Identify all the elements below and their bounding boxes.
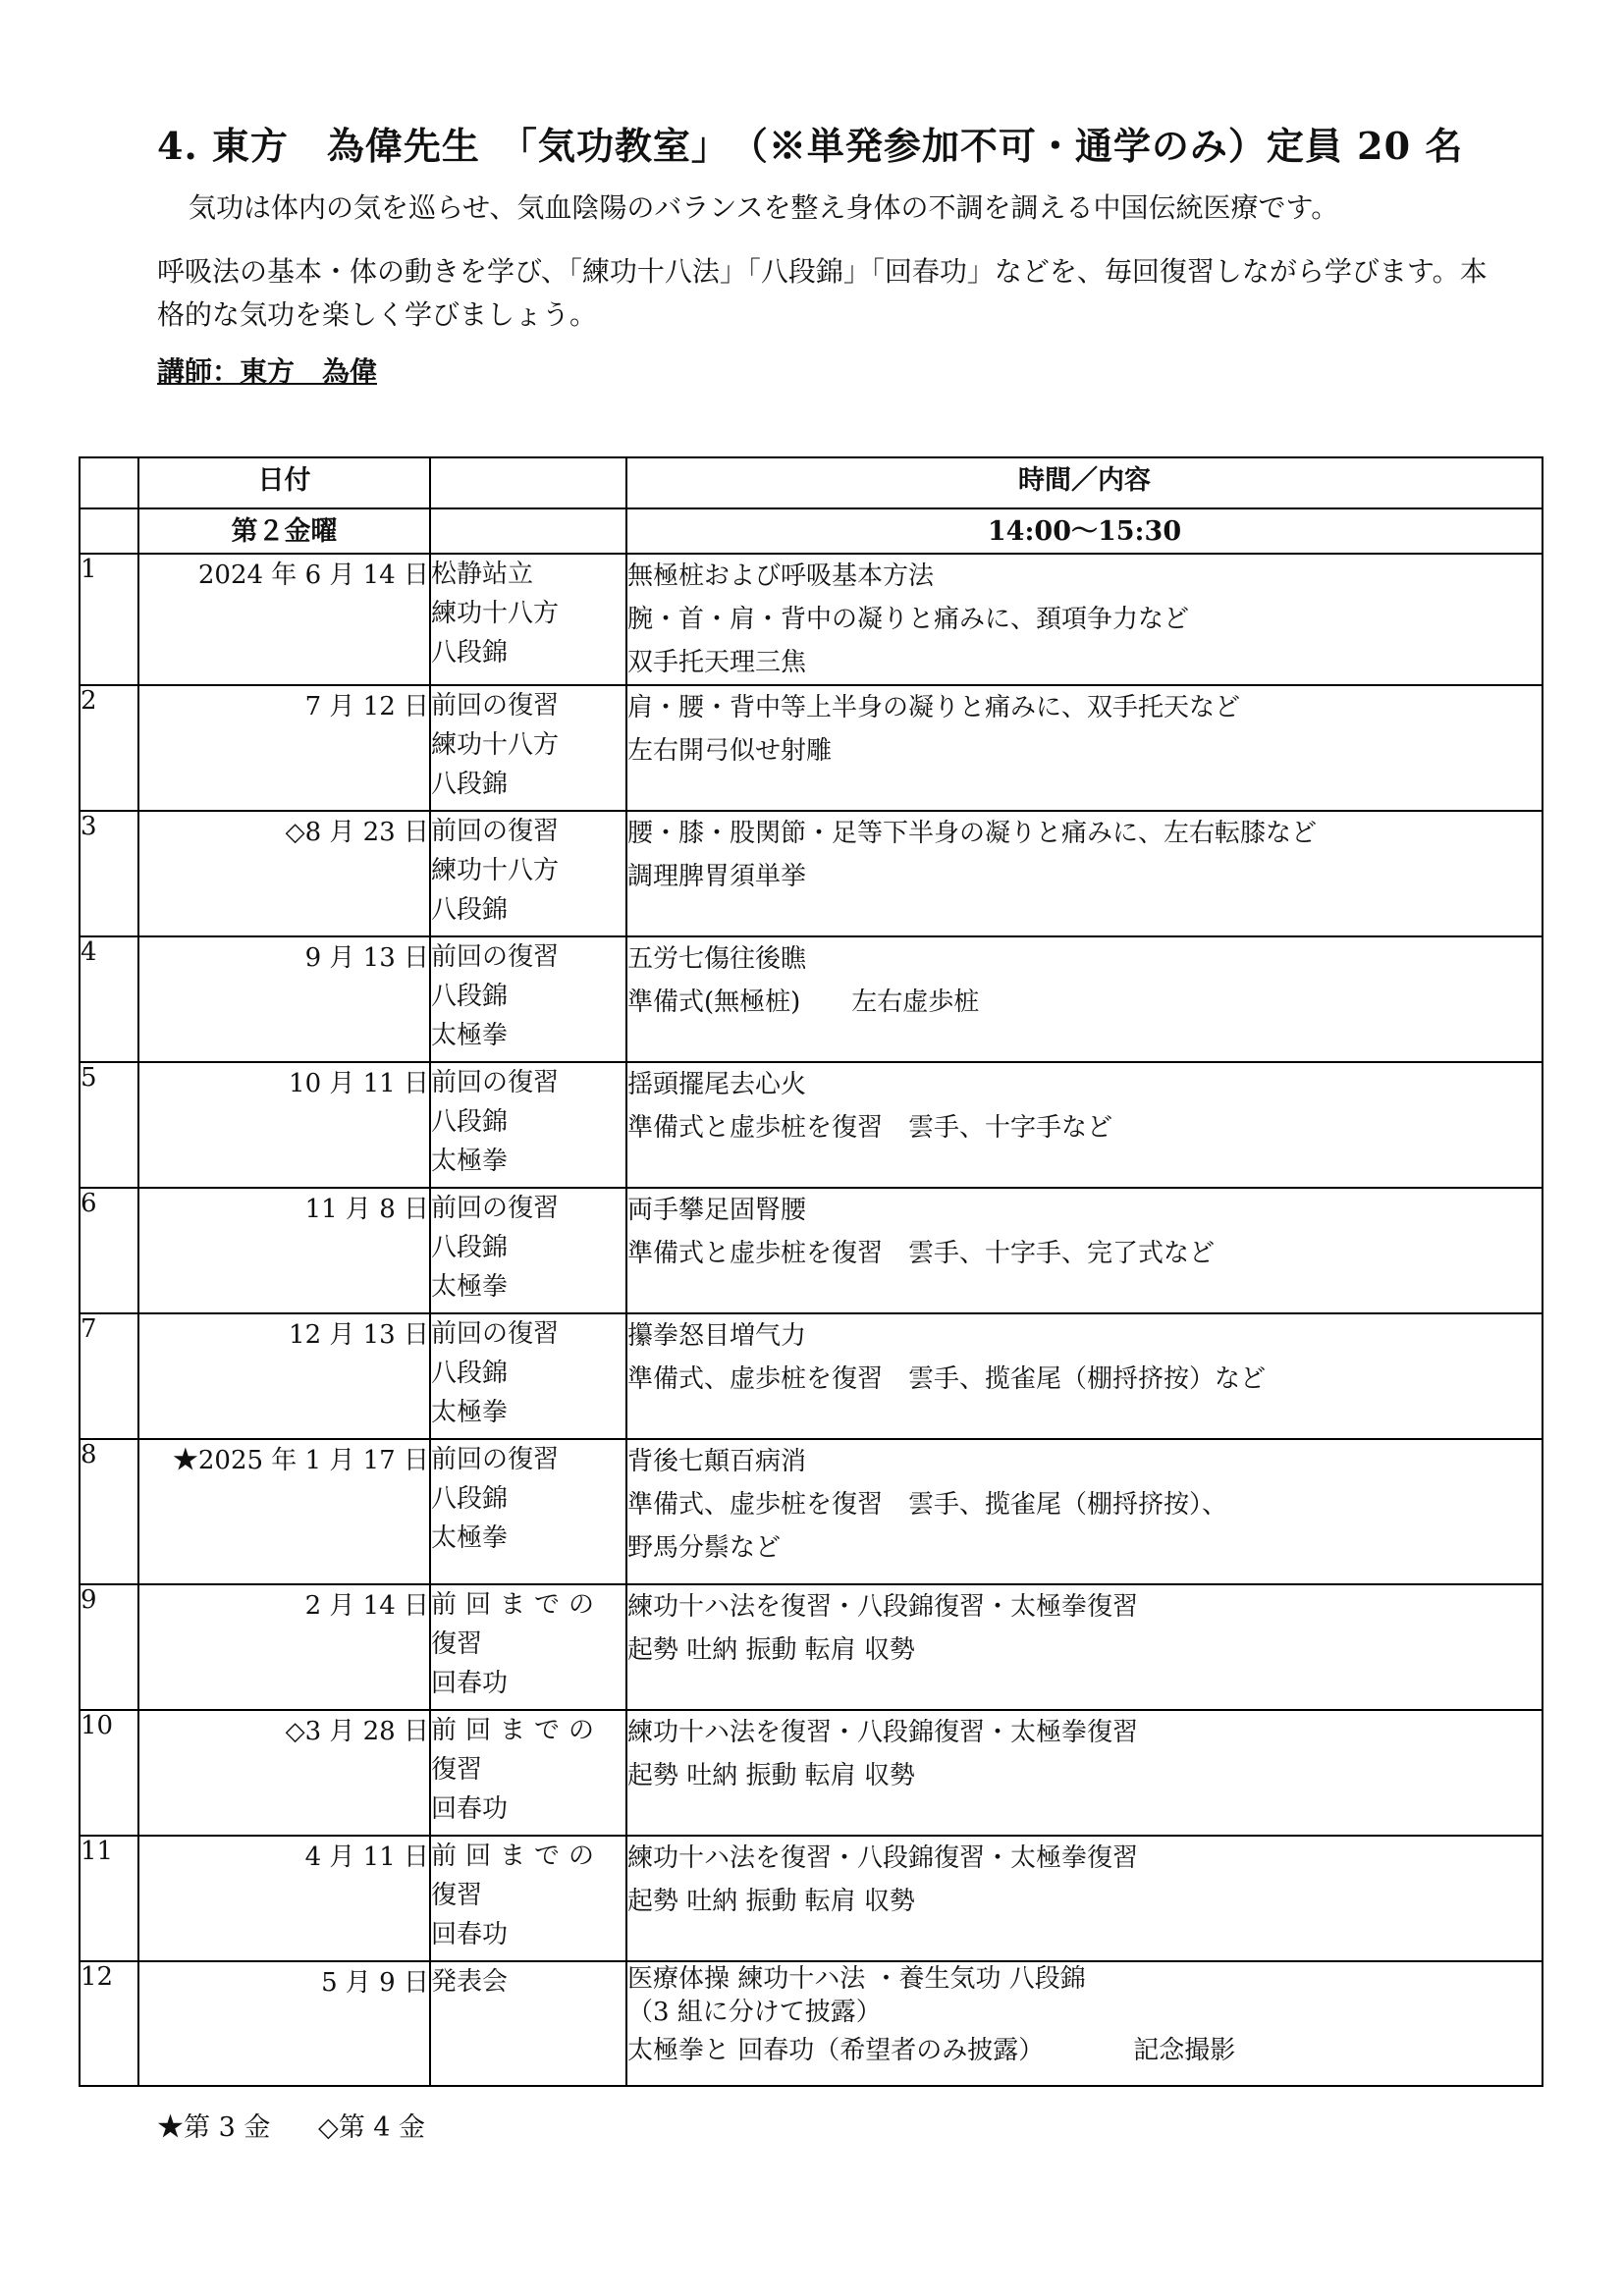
content-line: 太極拳と 回春功（希望者のみ披露） 記念撮影 — [627, 2036, 1236, 2065]
header-course — [430, 457, 626, 508]
course-line: 回春功 — [431, 1794, 509, 1824]
course-line: 練功十八方 — [431, 856, 560, 885]
course-line: 練功十八方 — [431, 599, 560, 628]
header-content: 時間／内容 — [626, 457, 1543, 508]
row-content — [626, 1584, 1543, 1710]
header-date: 日付 — [138, 457, 430, 508]
row-number: 1 — [80, 554, 138, 685]
row-number: 11 — [80, 1836, 138, 1961]
row-number: 12 — [80, 1961, 138, 2086]
row-content — [626, 554, 1543, 685]
row-date: 11 月 8 日 — [138, 1188, 430, 1313]
course-line: 復習 — [431, 1881, 483, 1910]
row-date: 2 月 14 日 — [138, 1584, 430, 1710]
content-line: 無極桩および呼吸基本方法 — [627, 561, 935, 591]
content-line: 野馬分鬃など — [627, 1533, 782, 1563]
content-line: 調理脾胃須単挙 — [627, 862, 807, 891]
course-line: 前回の復習 — [431, 1194, 560, 1223]
row-content — [626, 1439, 1543, 1584]
table-row — [80, 1584, 1543, 1710]
course-line: 太極拳 — [431, 1398, 509, 1427]
content-line: 起勢 吐納 振動 転肩 収勢 — [627, 1887, 916, 1916]
row-date: 9 月 13 日 — [138, 936, 430, 1062]
row-course — [430, 1584, 626, 1710]
table-row — [80, 1188, 1543, 1313]
subheader-num — [80, 508, 138, 554]
table-row — [80, 554, 1543, 685]
table-header-row — [80, 457, 1543, 508]
course-line: 練功十八方 — [431, 730, 560, 760]
table-row — [80, 1313, 1543, 1439]
course-line: 前回までの — [431, 1590, 604, 1620]
row-course — [430, 1439, 626, 1584]
schedule-table — [79, 456, 1543, 2087]
course-line: 復習 — [431, 1629, 483, 1659]
course-line: 前回の復習 — [431, 942, 560, 972]
course-line: 八段錦 — [431, 1233, 509, 1262]
content-line: 腰・膝・股関節・足等下半身の凝りと痛みに、左右転膝など — [627, 819, 1318, 848]
course-line: 松静站立 — [431, 560, 534, 589]
content-line: 準備式、虚歩桩を復習 雲手、揽雀尾（棚捋挤按）など — [627, 1364, 1267, 1394]
row-course — [430, 685, 626, 811]
course-line: 八段錦 — [431, 1359, 509, 1388]
row-number: 4 — [80, 936, 138, 1062]
row-content — [626, 1313, 1543, 1439]
table-row — [80, 1836, 1543, 1961]
content-line: （3 組に分けて披露） — [627, 1998, 882, 2027]
row-number: 6 — [80, 1188, 138, 1313]
row-content — [626, 1836, 1543, 1961]
row-number: 8 — [80, 1439, 138, 1584]
row-content — [626, 1188, 1543, 1313]
course-line: 前回までの — [431, 1842, 604, 1871]
content-line: 五労七傷往後瞧 — [627, 944, 807, 974]
course-line: 発表会 — [431, 1967, 509, 1997]
course-line: 前回までの — [431, 1716, 604, 1745]
course-line: 復習 — [431, 1755, 483, 1785]
content-line: 左右開弓似せ射雕 — [627, 736, 833, 766]
footnote — [157, 2106, 425, 2144]
row-course — [430, 1188, 626, 1313]
table-row — [80, 1062, 1543, 1188]
row-course — [430, 1313, 626, 1439]
table-subheader-row — [80, 508, 1543, 554]
row-number: 9 — [80, 1584, 138, 1710]
table-row — [80, 1710, 1543, 1836]
row-content — [626, 1961, 1543, 2086]
content-line: 起勢 吐納 振動 転肩 収勢 — [627, 1635, 916, 1665]
content-line: 医療体操 練功十ハ法 ・養生気功 八段錦 — [627, 1964, 1086, 1994]
course-line: 回春功 — [431, 1669, 509, 1698]
table-row — [80, 1961, 1543, 2086]
instructor-line: 講師：東方 為偉 — [157, 355, 378, 388]
content-line: 揺頭擺尾去心火 — [627, 1070, 807, 1099]
row-number: 10 — [80, 1710, 138, 1836]
course-line: 八段錦 — [431, 982, 509, 1011]
row-content — [626, 1062, 1543, 1188]
row-date: 7 月 12 日 — [138, 685, 430, 811]
row-date: 12 月 13 日 — [138, 1313, 430, 1439]
course-line: 太極拳 — [431, 1021, 509, 1050]
course-line: 前回の復習 — [431, 1068, 560, 1097]
row-content — [626, 811, 1543, 936]
intro-paragraph-1: 気功は体内の気を巡らせ、気血陰陽のバランスを整え身体の不調を調える中国伝統医療です。 — [189, 191, 1339, 224]
content-line: 練功十ハ法を復習・八段錦復習・太極拳復習 — [627, 1592, 1139, 1622]
content-line: 準備式(無極桩) 左右虚歩桩 — [627, 988, 980, 1017]
course-line: 太極拳 — [431, 1272, 509, 1302]
row-number: 2 — [80, 685, 138, 811]
header-num — [80, 457, 138, 508]
content-line: 双手托天理三焦 — [627, 648, 807, 677]
row-date: 10 月 11 日 — [138, 1062, 430, 1188]
content-line: 背後七顛百病消 — [627, 1447, 807, 1476]
course-line: 八段錦 — [431, 1484, 509, 1514]
table-row — [80, 811, 1543, 936]
table-row — [80, 1439, 1543, 1584]
course-line: 回春功 — [431, 1920, 509, 1949]
row-content — [626, 1710, 1543, 1836]
subheader-time: 14:00～15:30 — [626, 508, 1543, 554]
course-line: 前回の復習 — [431, 817, 560, 846]
row-course — [430, 936, 626, 1062]
content-line: 練功十ハ法を復習・八段錦復習・太極拳復習 — [627, 1718, 1139, 1747]
row-date: ◇3 月 28 日 — [138, 1710, 430, 1836]
row-course — [430, 1961, 626, 2086]
course-line: 太極拳 — [431, 1523, 509, 1553]
course-line: 前回の復習 — [431, 1445, 560, 1474]
course-line: 八段錦 — [431, 895, 509, 925]
course-line: 八段錦 — [431, 770, 509, 799]
course-line: 前回の復習 — [431, 691, 560, 721]
table-row — [80, 936, 1543, 1062]
content-line: 準備式、虚歩桩を復習 雲手、揽雀尾（棚捋挤按）、 — [627, 1490, 1228, 1520]
content-line: 起勢 吐納 振動 転肩 収勢 — [627, 1761, 916, 1790]
page-title: 4. 東方 為偉先生 「気功教室」 （※単発参加不可・通学のみ）定員 20 名 — [157, 124, 1464, 168]
row-date: 2024 年 6 月 14 日 — [138, 554, 430, 685]
row-number: 7 — [80, 1313, 138, 1439]
content-line: 肩・腰・背中等上半身の凝りと痛みに、双手托天など — [627, 693, 1241, 722]
footnote-star: ★第 3 金 — [157, 2112, 271, 2143]
content-line: 練功十ハ法を復習・八段錦復習・太極拳復習 — [627, 1843, 1139, 1873]
row-date: ◇8 月 23 日 — [138, 811, 430, 936]
content-line: 準備式と虚歩桩を復習 雲手、十字手など — [627, 1113, 1113, 1143]
row-content — [626, 936, 1543, 1062]
row-course — [430, 1062, 626, 1188]
content-line: 両手攀足固腎腰 — [627, 1196, 807, 1225]
course-line: 太極拳 — [431, 1147, 509, 1176]
subheader-course — [430, 508, 626, 554]
table-row — [80, 685, 1543, 811]
course-line: 八段錦 — [431, 1107, 509, 1137]
row-number: 3 — [80, 811, 138, 936]
footnote-diamond: ◇第 4 金 — [317, 2112, 426, 2143]
row-course — [430, 1710, 626, 1836]
course-line: 前回の復習 — [431, 1319, 560, 1349]
content-line: 攥拳怒目増气力 — [627, 1321, 807, 1351]
row-course — [430, 1836, 626, 1961]
subheader-date: 第２金曜 — [138, 508, 430, 554]
schedule-body — [80, 554, 1543, 2086]
row-course — [430, 554, 626, 685]
row-number: 5 — [80, 1062, 138, 1188]
row-date: ★2025 年 1 月 17 日 — [138, 1439, 430, 1584]
content-line: 準備式と虚歩桩を復習 雲手、十字手、完了式など — [627, 1239, 1216, 1268]
course-line: 八段錦 — [431, 638, 509, 667]
row-date: 5 月 9 日 — [138, 1961, 430, 2086]
row-content — [626, 685, 1543, 811]
row-course — [430, 811, 626, 936]
intro-paragraph-2: 呼吸法の基本・体の動きを学び、「練功十八法」「八段錦」「回春功」などを、毎回復習しながら学びます。本格的な気功を楽しく学びましょう。 — [157, 255, 1488, 331]
row-date: 4 月 11 日 — [138, 1836, 430, 1961]
content-line: 腕・首・肩・背中の凝りと痛みに、頚項争力など — [627, 605, 1190, 634]
